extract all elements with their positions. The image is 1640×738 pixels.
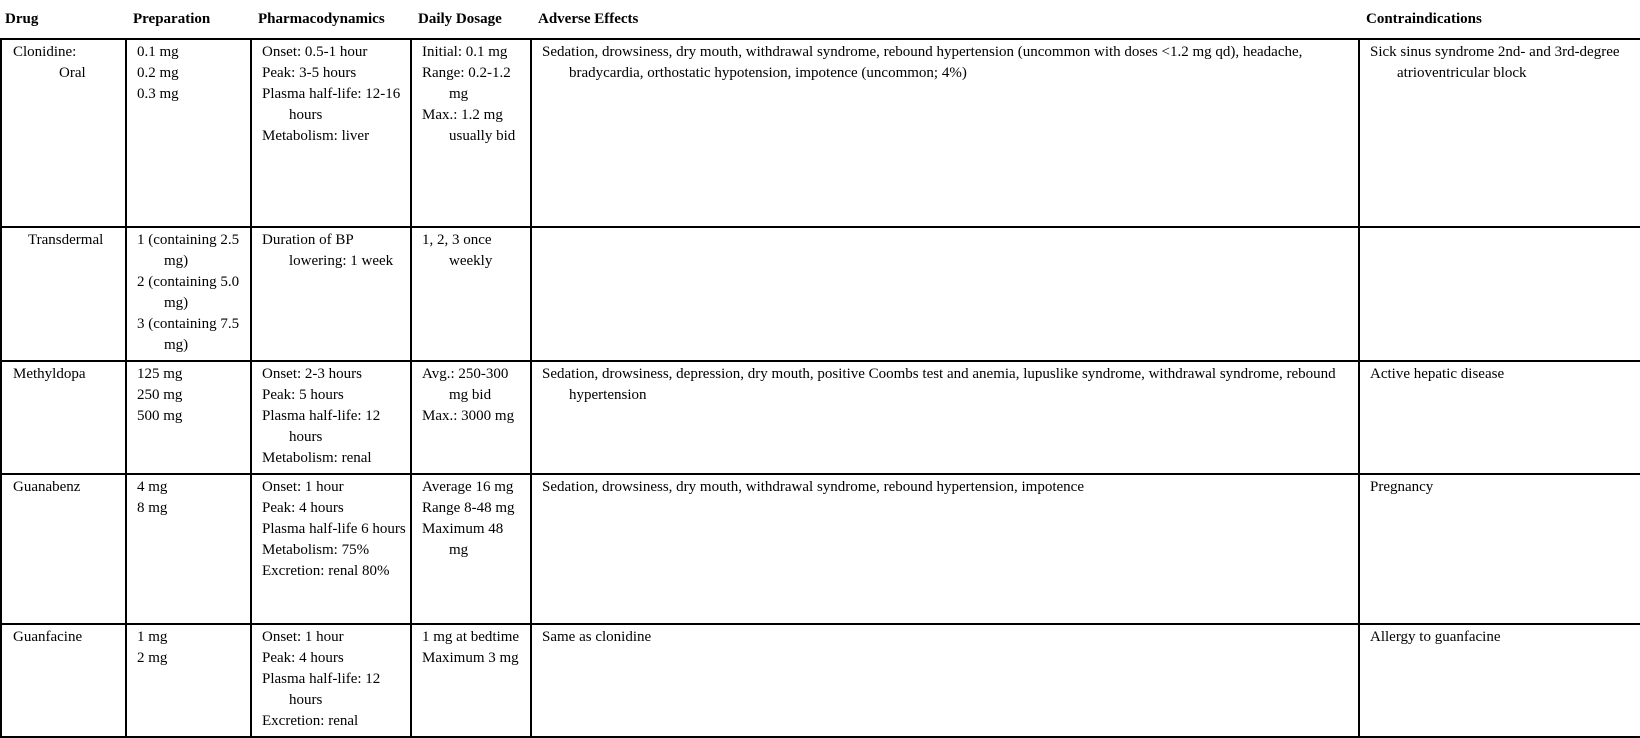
adverse-effects-cell: [531, 227, 1359, 361]
drug-route: Transdermal: [28, 232, 104, 248]
preparation-line: 0.3 mg: [137, 86, 179, 102]
pharmacodynamics-line: Peak: 4 hours: [262, 650, 344, 666]
table-row: [1, 361, 1640, 474]
dosage-line: 1 mg at bedtime: [422, 629, 520, 645]
header-row: [1, 0, 1640, 39]
contraindications-text: Active hepatic disease: [1370, 366, 1505, 382]
pharmacodynamics-line: Peak: 3-5 hours: [262, 65, 357, 81]
header-contraindications: Contraindications: [1359, 0, 1640, 39]
preparation-cell: [126, 474, 251, 624]
pharmacodynamics-cell: [251, 474, 411, 624]
dosage-cell: [411, 361, 531, 474]
dosage-cell: [411, 474, 531, 624]
drug-name: Guanfacine: [13, 629, 83, 645]
pharmacodynamics-line: Metabolism: renal: [262, 450, 372, 466]
adverse-effects-text: Sedation, drowsiness, depression, dry mouth, positive Coombs test and anemia, lupuslike syndrome, withdrawal syndrome, rebound hypertension: [542, 366, 1336, 403]
preparation-line: 4 mg: [137, 479, 168, 495]
dosage-line: Initial: 0.1 mg: [422, 44, 508, 60]
drug-name: Clonidine:: [13, 44, 77, 60]
header-drug: Drug: [1, 0, 126, 39]
drug-cell: [1, 39, 126, 227]
dosage-line: Max.: 3000 mg: [422, 408, 515, 424]
pharmacodynamics-line: Duration of BP lowering: 1 week: [262, 232, 394, 269]
contraindications-cell: [1359, 474, 1640, 624]
dosage-line: Max.: 1.2 mg usually bid: [422, 107, 516, 144]
header-preparation: Preparation: [126, 0, 251, 39]
drug-route: Oral: [59, 65, 86, 81]
preparation-line: 8 mg: [137, 500, 168, 516]
preparation-line: 0.2 mg: [137, 65, 179, 81]
contraindications-text: Pregnancy: [1370, 479, 1434, 495]
pharmacodynamics-line: Onset: 1 hour: [262, 629, 344, 645]
header-daily-dosage: Daily Dosage: [411, 0, 531, 39]
dosage-cell: [411, 227, 531, 361]
preparation-cell: [126, 227, 251, 361]
pharmacodynamics-cell: [251, 227, 411, 361]
pharmacodynamics-line: Metabolism: liver: [262, 128, 370, 144]
pharmacodynamics-line: Plasma half-life: 12 hours: [262, 408, 381, 445]
adverse-effects-cell: [531, 474, 1359, 624]
pharmacodynamics-line: Excretion: renal 80%: [262, 563, 390, 579]
pharmacodynamics-line: Plasma half-life: 12 hours: [262, 671, 381, 708]
dosage-line: Range: 0.2-1.2 mg: [422, 65, 511, 102]
pharmacodynamics-cell: [251, 361, 411, 474]
header-adverse-effects: Adverse Effects: [531, 0, 1359, 39]
drug-cell: [1, 361, 126, 474]
drug-cell: [1, 227, 126, 361]
table-row: [1, 39, 1640, 227]
pharmacodynamics-line: Onset: 0.5-1 hour: [262, 44, 368, 60]
preparation-line: 3 (containing 7.5 mg): [137, 316, 240, 353]
adverse-effects-cell: [531, 624, 1359, 737]
contraindications-cell: [1359, 227, 1640, 361]
drug-cell: [1, 474, 126, 624]
preparation-cell: [126, 39, 251, 227]
preparation-line: 500 mg: [137, 408, 183, 424]
preparation-line: 125 mg: [137, 366, 183, 382]
contraindications-cell: [1359, 361, 1640, 474]
preparation-line: 2 mg: [137, 650, 168, 666]
preparation-cell: [126, 624, 251, 737]
pharmacodynamics-line: Onset: 1 hour: [262, 479, 344, 495]
adverse-effects-text: Sedation, drowsiness, dry mouth, withdrawal syndrome, rebound hypertension, impotence: [542, 479, 1084, 495]
adverse-effects-cell: [531, 39, 1359, 227]
preparation-line: 1 mg: [137, 629, 168, 645]
contraindications-cell: [1359, 39, 1640, 227]
drug-name: Methyldopa: [13, 366, 86, 382]
preparation-line: 2 (containing 5.0 mg): [137, 274, 240, 311]
pharmacodynamics-line: Plasma half-life: 12-16 hours: [262, 86, 401, 123]
pharmacodynamics-line: Peak: 4 hours: [262, 500, 344, 516]
pharmacodynamics-line: Onset: 2-3 hours: [262, 366, 362, 382]
dosage-line: Maximum 3 mg: [422, 650, 519, 666]
pharmacodynamics-line: Metabolism: 75%: [262, 542, 370, 558]
contraindications-text: Sick sinus syndrome 2nd- and 3rd-degree atrioventricular block: [1370, 44, 1620, 81]
dosage-line: Avg.: 250-300 mg bid: [422, 366, 509, 403]
pharmacodynamics-line: Excretion: renal: [262, 713, 359, 729]
preparation-line: 1 (containing 2.5 mg): [137, 232, 240, 269]
drug-name: Guanabenz: [13, 479, 81, 495]
pharmacodynamics-line: Peak: 5 hours: [262, 387, 344, 403]
pharmacodynamics-line: Plasma half-life 6 hours: [262, 521, 406, 537]
header-pharmacodynamics: Pharmacodynamics: [251, 0, 411, 39]
table-row: [1, 227, 1640, 361]
pharmacodynamics-cell: [251, 624, 411, 737]
dosage-line: Maximum 48 mg: [422, 521, 504, 558]
dosage-cell: [411, 624, 531, 737]
adverse-effects-text: Same as clonidine: [542, 629, 652, 645]
adverse-effects-cell: [531, 361, 1359, 474]
pharmacodynamics-cell: [251, 39, 411, 227]
preparation-line: 0.1 mg: [137, 44, 179, 60]
table-row: [1, 624, 1640, 737]
preparation-cell: [126, 361, 251, 474]
dosage-line: Range 8-48 mg: [422, 500, 515, 516]
preparation-line: 250 mg: [137, 387, 183, 403]
adverse-effects-text: Sedation, drowsiness, dry mouth, withdrawal syndrome, rebound hypertension (uncommon with doses <1.2 mg qd), headache, bradycardia, orthostatic hypotension, impotence (uncommon; 4%): [542, 44, 1303, 81]
dosage-line: 1, 2, 3 once weekly: [422, 232, 493, 269]
contraindications-text: Allergy to guanfacine: [1370, 629, 1501, 645]
dosage-line: Average 16 mg: [422, 479, 514, 495]
table-row: [1, 474, 1640, 624]
drug-cell: [1, 624, 126, 737]
dosage-cell: [411, 39, 531, 227]
contraindications-cell: [1359, 624, 1640, 737]
